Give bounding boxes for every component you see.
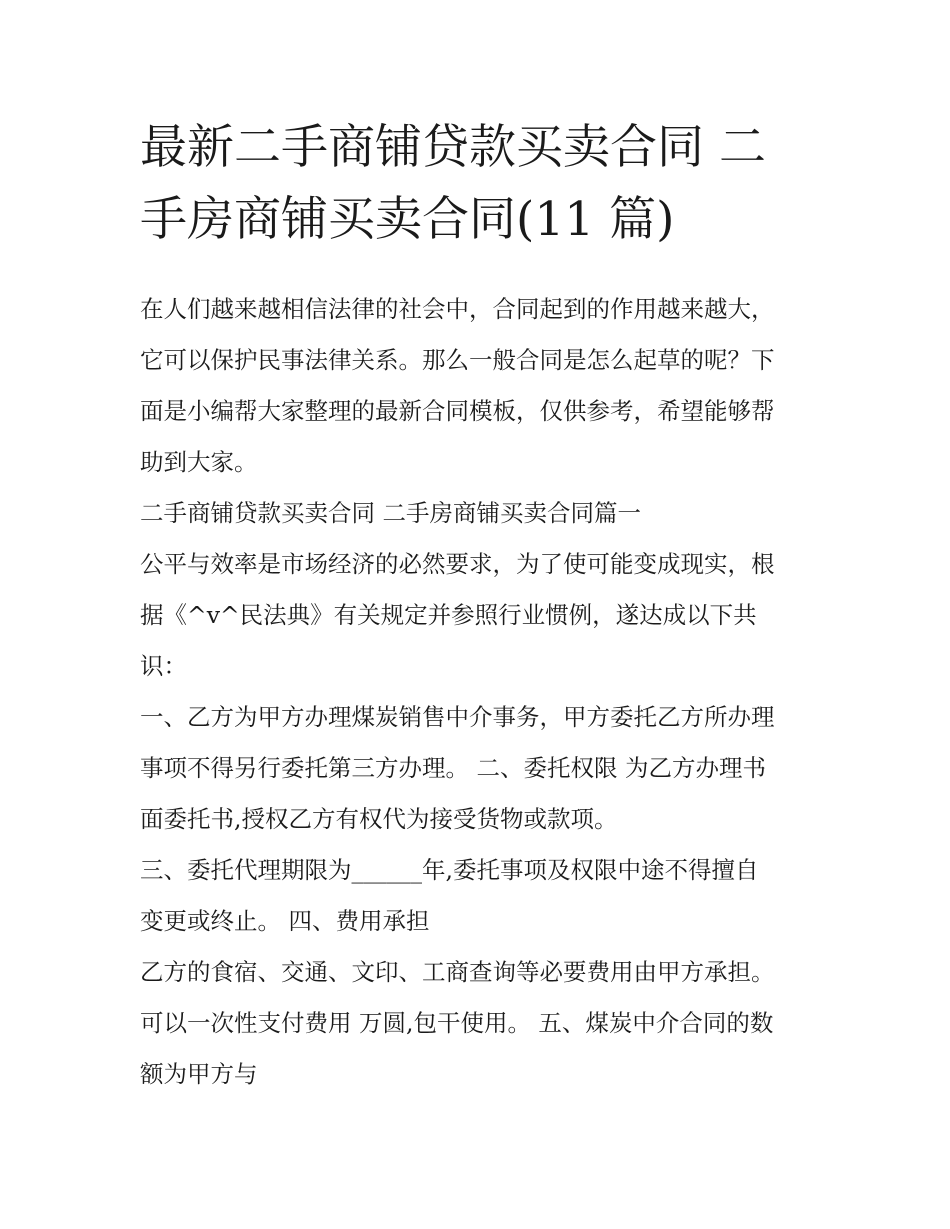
clause-paragraph [140,947,820,1100]
title-line: 手房商铺买卖合同(11 篇) [140,192,675,247]
text-line: 二手商铺贷款买卖合同 二手房商铺买卖合同篇一 [140,499,641,527]
document-body [140,284,820,1100]
preamble-paragraph [140,539,820,692]
text-line: 识： [140,652,187,680]
text-line: 据《^v^民法典》有关规定并参照行业惯例，遂达成以下共 [140,601,757,629]
text-line: 面委托书,授权乙方有权代为接受货物或款项。 [140,805,618,833]
text-line: 乙方的食宿、交通、文印、工商查询等必要费用由甲方承担。 [140,958,775,986]
intro-paragraph [140,284,820,488]
text-line: 面是小编帮大家整理的最新合同模板，仅供参考，希望能够帮 [140,397,775,425]
text-line: 三、委托代理期限为______年,委托事项及权限中途不得擅自 [140,856,759,884]
section-heading [140,488,820,539]
text-line: 在人们越来越相信法律的社会中，合同起到的作用越来越大， [140,295,775,323]
clause-paragraph [140,692,820,845]
text-line: 它可以保护民事法律关系。那么一般合同是怎么起草的呢？下 [140,346,775,374]
text-line: 事项不得另行委托第三方办理。 二、委托权限 为乙方办理书 [140,754,766,782]
title-line: 最新二手商铺贷款买卖合同 二 [140,120,766,175]
text-line: 助到大家。 [140,448,258,476]
document-title [140,112,820,256]
clause-paragraph [140,845,820,947]
text-line: 变更或终止。 四、费用承担 [140,907,430,935]
text-line: 一、乙方为甲方办理煤炭销售中介事务，甲方委托乙方所办理 [140,703,775,731]
text-line: 公平与效率是市场经济的必然要求，为了使可能变成现实，根 [140,550,775,578]
text-line: 可以一次性支付费用 万圆,包干使用。 五、煤炭中介合同的数 [140,1009,774,1037]
text-line: 额为甲方与 [140,1060,258,1088]
